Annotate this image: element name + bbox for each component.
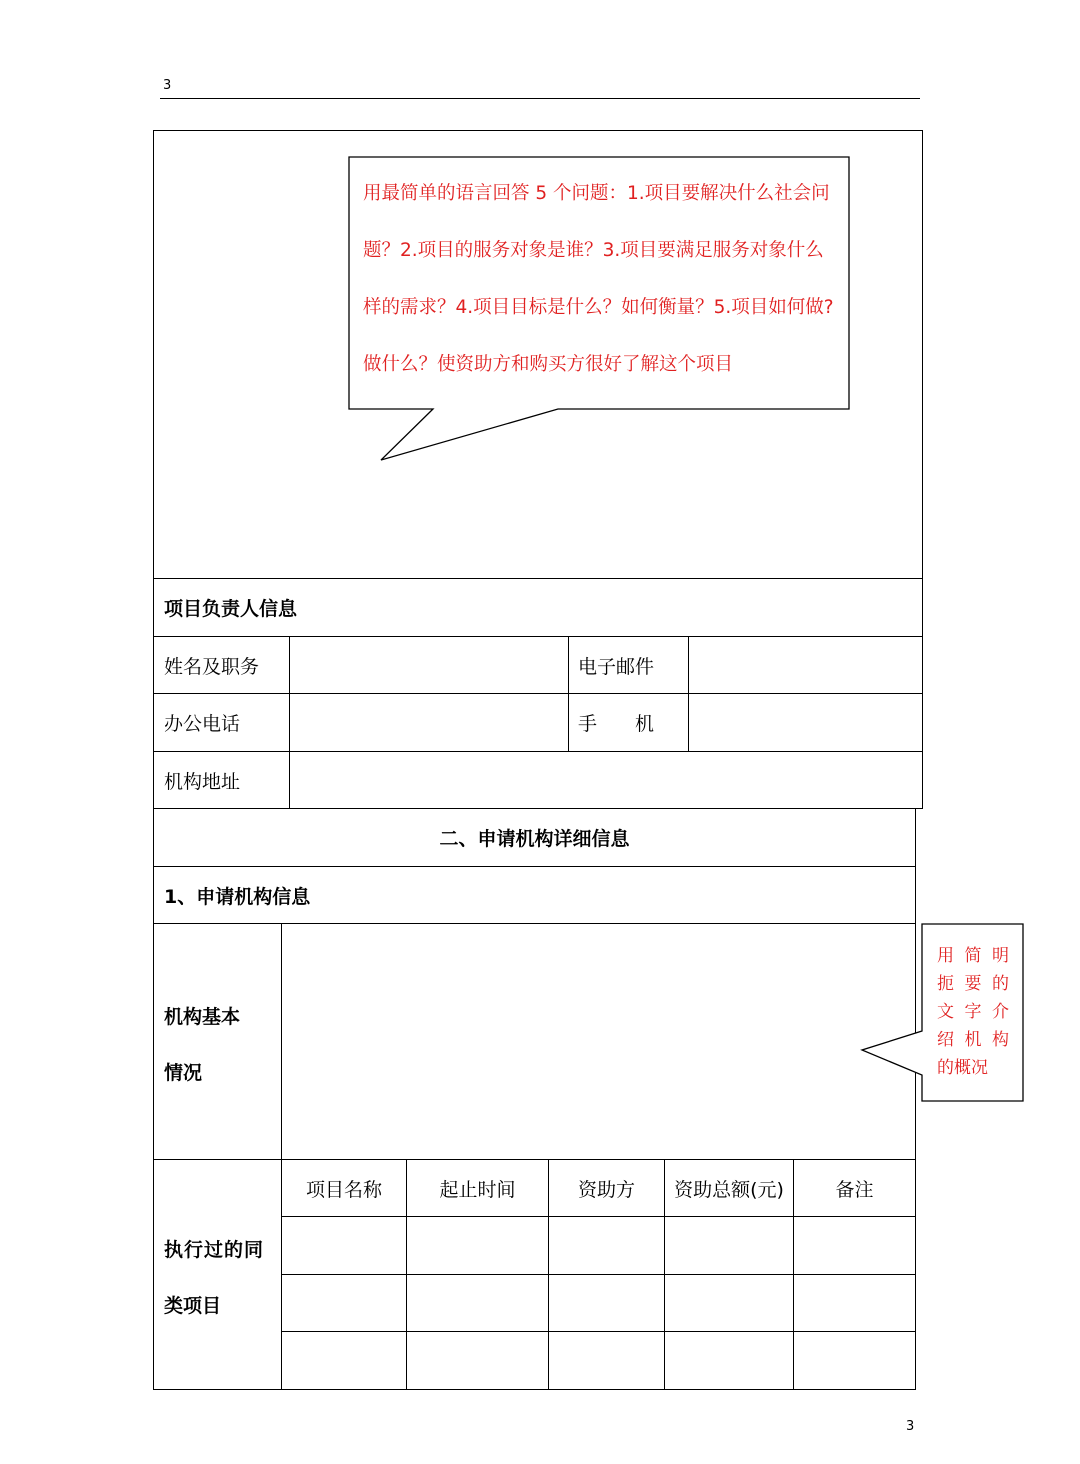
callout-line: 做什么？使资助方和购买方很好了解这个项目: [363, 354, 734, 375]
callout-side-line: 用 简 明: [937, 946, 1009, 966]
column-header-funder: 资助方: [577, 1178, 635, 1201]
callout-side-line: 文 字 介: [937, 1002, 1009, 1022]
mobile-label: 手 机: [578, 713, 655, 735]
mobile-field[interactable]: [689, 694, 922, 751]
column-header-remarks: 备注: [835, 1178, 874, 1201]
office-phone-label: 办公电话: [164, 713, 241, 735]
callout-line: 题？2.项目的服务对象是谁？3.项目要满足服务对象什么: [363, 240, 824, 261]
callout-top-text: [363, 165, 834, 393]
callout-side-line: 扼 要 的: [937, 974, 1009, 994]
address-field[interactable]: [290, 752, 922, 808]
similar-label-line2: 类项目: [164, 1294, 222, 1317]
column-header-project-name: 项目名称: [305, 1178, 382, 1201]
callout-line: 用最简单的语言回答 5 个问题：1.项目要解决什么社会问: [363, 183, 830, 204]
callout-side-line: 绍 机 构: [937, 1030, 1009, 1050]
address-label: 机构地址: [164, 770, 241, 793]
section-title: 二、申请机构详细信息: [439, 828, 630, 850]
column-header-period: 起止时间: [439, 1178, 516, 1201]
basic-label-line1: 机构基本: [164, 1005, 241, 1028]
name-title-field[interactable]: [290, 637, 568, 693]
email-label: 电子邮件: [578, 655, 655, 678]
leader-section-title: 项目负责人信息: [164, 598, 298, 620]
similar-label-line1: 执行过的同: [164, 1238, 265, 1261]
office-phone-field[interactable]: [290, 694, 568, 751]
basic-info-field[interactable]: [282, 924, 915, 1159]
header-page-number: 3: [163, 78, 172, 93]
sub-title: 1、申请机构信息: [164, 885, 311, 908]
basic-label-line2: 情况: [164, 1061, 203, 1084]
email-field[interactable]: [689, 637, 922, 693]
callout-side-text: [937, 942, 1009, 1082]
column-header-total-amount: 资助总额(元): [674, 1178, 784, 1201]
footer-page-number: 3: [906, 1419, 915, 1434]
callout-side-line: 的概况: [937, 1058, 988, 1078]
name-title-label: 姓名及职务: [164, 655, 260, 678]
callout-line: 样的需求？4.项目目标是什么？如何衡量？5.项目如何做?: [363, 297, 834, 318]
